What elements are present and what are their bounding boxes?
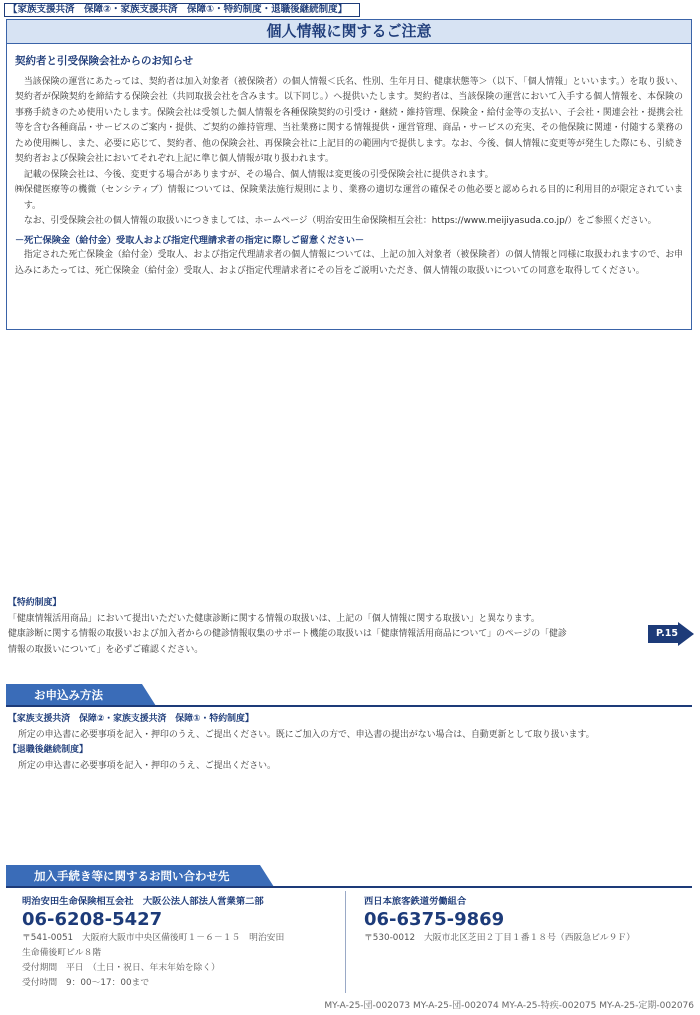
- notice-body: [7, 44, 691, 279]
- notice-title: 個人情報に関するご注意: [7, 20, 691, 44]
- scope-tag: 【家族支援共済 保障②・家族支援共済 保障①・特約制度・退職後継続制度】: [4, 3, 360, 17]
- apply-text: 所定の申込書に必要事項を記入・押印のうえ、ご提出ください。既にご加入の方で、申込書の提出がない場合は、自動更新として取り扱います。: [18, 729, 595, 740]
- contact-org: 明治安田生命保険相互会社 大阪公法人部法人営業第二部: [22, 896, 264, 907]
- contact-address: 生命備後町ビル８階: [22, 948, 102, 958]
- contact-section-tab: [6, 865, 274, 887]
- rider-info: [8, 596, 694, 658]
- contact-hours: 受付時間 9：00～17：00まで: [22, 978, 150, 988]
- contact-phone[interactable]: 06-6208-5427: [22, 909, 163, 930]
- notice-paragraph: 当該保険の運営にあたっては、契約者は加入対象者（被保険者）の個人情報＜氏名、性別、生年月日、健康状態等＞（以下、「個人情報」といいます。）を取り扱い、契約者が保険契約を締結する保険会社（共同取扱会社を含みます。以下同じ。）へ提供いたします。契約者は、当該保険の運営において入手する個人情報を、本保険の事務手続きのため使用いたします。保険会社は受領した個人情報を各種保険契約の引受け・継続・維持管理、保険金・給付金等の支払い、子会社・関連会社・提携会社等を含む各種商品・サービスのご案内・提供、ご契約の維持管理、当社業務に関する情報提供・運営管理、商品・サービスの充実、その他保険に関連・付随する業務のため使用㈱し、また、必要に応じて、契約者、他の保険会社、再保険会社に上記目的の範囲内で提供します。なお、今後、個人情報に変更等が発生した際にも、引続き契約者および保険会社においてそれぞれ上記に準じ個人情報が取り扱われます。: [15, 76, 683, 164]
- apply-method: [8, 712, 694, 774]
- document-codes: MY-A-25-団-002073 MY-A-25-団-002074 MY-A-25-特疾-002075 MY-A-25-定期-002076: [324, 1001, 694, 1011]
- contact-section-title: 加入手続き等に関するお問い合わせ先: [34, 869, 230, 883]
- contact-info: [8, 891, 692, 993]
- rider-label: 【特約制度】: [8, 598, 62, 608]
- contact-union: [364, 891, 694, 993]
- page-ref-label: P.15: [655, 628, 679, 639]
- notice-paragraph: なお、引受保険会社の個人情報の取扱いにつきましては、ホームページ（明治安田生命保険相互会社：https://www.meijiyasuda.co.jp/）をご参照ください。: [23, 216, 657, 226]
- notice-note: ㈱保健医療等の機微（センシティブ）情報については、保険業法施行規則により、業務の適切な運営の確保その他必要と認められる目的に利用目的が限定されています。: [15, 185, 683, 211]
- rider-line: 「健康情報活用商品」において提出いただいた健康診断に関する情報の取扱いは、上記の「個人情報に関する取扱い」と異なります。: [8, 613, 540, 624]
- section-divider: [6, 886, 692, 888]
- rider-line: 情報の取扱いについて」を必ずご確認ください。: [8, 644, 204, 655]
- notice-subhead: 契約者と引受保険会社からのお知らせ: [15, 55, 194, 67]
- contact-phone[interactable]: 06-6375-9869: [364, 909, 505, 930]
- apply-label: 【家族支援共済 保障②・家族支援共済 保障①・特約制度】: [8, 714, 254, 724]
- contact-hours: 受付期間 平日 （土日・祝日、年末年始を除く）: [22, 963, 220, 973]
- contact-meijiyasuda: [8, 891, 346, 993]
- notice-paragraph: 記載の保険会社は、今後、変更する場合がありますが、その場合、個人情報は変更後の引受保険会社に提供されます。: [23, 169, 494, 180]
- apply-text: 所定の申込書に必要事項を記入・押印のうえ、ご提出ください。: [18, 760, 276, 771]
- page-ref-link[interactable]: [648, 622, 694, 646]
- contact-org: 西日本旅客鉄道労働組合: [364, 896, 467, 907]
- contact-address: 〒530-0012 大阪市北区芝田２丁目１番１８号（西阪急ビル９Ｆ）: [364, 933, 636, 943]
- privacy-notice-box: [6, 19, 692, 330]
- contact-address: 〒541-0051 大阪府大阪市中央区備後町１－６－１５ 明治安田: [22, 933, 285, 943]
- notice-paragraph: 指定された死亡保険金（給付金）受取人、および指定代理請求者の個人情報については、上記の加入対象者（被保険者）の個人情報と同様に取扱われますので、お申込みにあたっては、死亡保険金（給付金）受取人、および指定代理請求者にその旨をご説明いただき、個人情報の取扱いについての同意を取得してください。: [15, 250, 683, 276]
- apply-label: 【退職後継続制度】: [8, 745, 88, 755]
- rider-line: 健康診断に関する情報の取扱いおよび加入者からの健診情報収集のサポート機能の取扱いは「健康情報活用商品について」のページの「健診: [8, 629, 567, 639]
- notice-subhead-beneficiary: －死亡保険金（給付金）受取人および指定代理請求者の指定に際しご留意ください－: [15, 234, 365, 246]
- apply-section-tab: [6, 684, 156, 706]
- section-divider: [6, 705, 692, 707]
- apply-section-title: お申込み方法: [34, 688, 103, 702]
